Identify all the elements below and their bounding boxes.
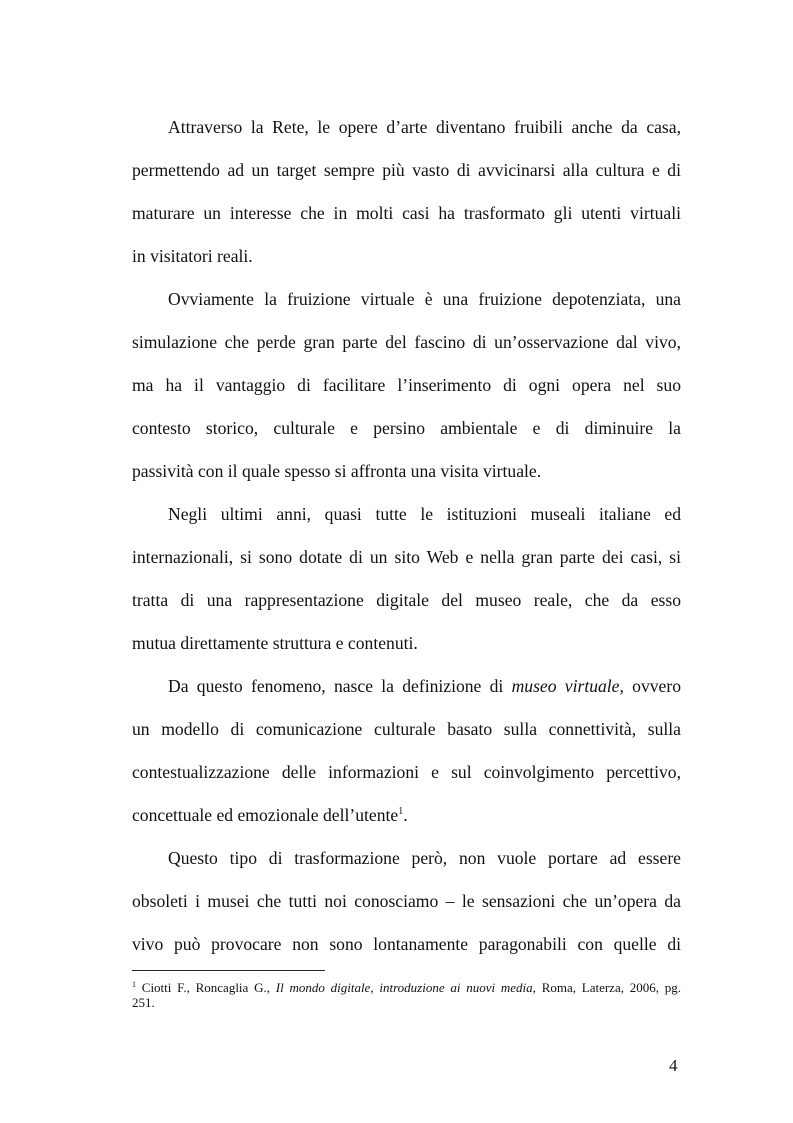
body-text-line: permettendo ad un target sempre più vasto di avvicinarsi alla cultura e di [132, 160, 681, 180]
footnote-line: 251. [132, 995, 155, 1010]
body-text-line: un modello di comunicazione culturale basato sulla connettività, sulla [132, 719, 681, 739]
body-text-line: internazionali, si sono dotate di un sito Web e nella gran parte dei casi, si [132, 547, 681, 567]
body-text-line: Ovviamente la fruizione virtuale è una fruizione depotenziata, una [168, 289, 681, 309]
body-text-line [168, 675, 681, 697]
body-text-line: tratta di una rappresentazione digitale del museo reale, che da esso [132, 590, 681, 610]
body-text-line: ma ha il vantaggio di facilitare l’inserimento di ogni opera nel suo [132, 375, 681, 395]
italic-title: Il mondo digitale, introduzione ai nuovi media [275, 980, 533, 995]
footnote-reference[interactable]: 1 [398, 806, 404, 817]
body-text-line: maturare un interesse che in molti casi ha trasformato gli utenti virtuali [132, 203, 681, 223]
text-fragment: . [403, 805, 408, 825]
footnote-line [132, 980, 681, 995]
body-text-line: contestualizzazione delle informazioni e sul coinvolgimento percettivo, [132, 762, 681, 782]
page-number: 4 [669, 1056, 678, 1075]
text-fragment: Ciotti F., Roncaglia G., [136, 980, 276, 995]
body-text-line: contesto storico, culturale e persino ambientale e di diminuire la [132, 418, 681, 438]
body-text-line: obsoleti i musei che tutti noi conosciamo – le sensazioni che un’opera da [132, 891, 681, 911]
body-text-line: Questo tipo di trasformazione però, non vuole portare ad essere [168, 848, 681, 868]
body-text-line [132, 804, 681, 826]
body-text-line: Attraverso la Rete, le opere d’arte diventano fruibili anche da casa, [168, 117, 681, 137]
footnote-number: 1 [132, 980, 136, 989]
body-text-line: simulazione che perde gran parte del fascino di un’osservazione dal vivo, [132, 332, 681, 352]
text-fragment: , ovvero [619, 676, 682, 696]
body-text-line: Negli ultimi anni, quasi tutte le istituzioni museali italiane ed [168, 504, 681, 524]
italic-term: museo virtuale [511, 676, 620, 696]
text-fragment: , Roma, Laterza, 2006, pg. [532, 980, 682, 995]
body-text-line: vivo può provocare non sono lontanamente paragonabili con quelle di [132, 934, 681, 954]
body-text-line: passività con il quale spesso si affronta una visita virtuale. [132, 461, 542, 481]
body-text-line: in visitatori reali. [132, 246, 253, 266]
footnote-separator [132, 970, 325, 971]
text-fragment: concettuale ed emozionale dell’utente [132, 805, 399, 825]
body-text-line: mutua direttamente struttura e contenuti. [132, 633, 418, 653]
text-fragment: Da questo fenomeno, nasce la definizione di [168, 676, 512, 696]
